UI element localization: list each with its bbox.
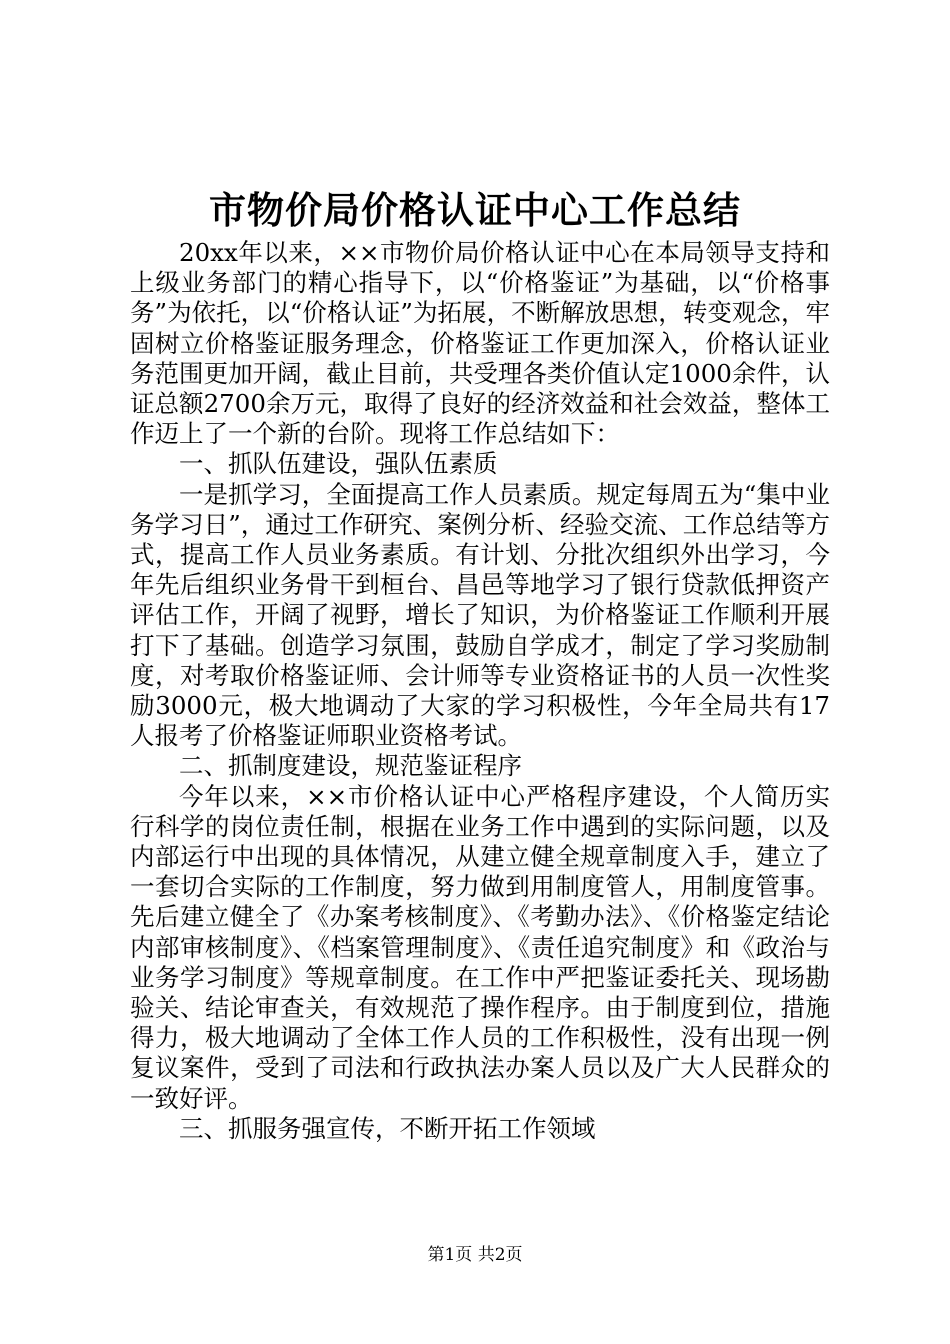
intro-paragraph: 20xx年以来，××市物价局价格认证中心在本局领导支持和上级业务部门的精心指导下，以“价格鉴证”为基础，以“价格事务”为依托，以“价格认证”为拓展，不断解放思想，转变观念，牢固树立价格鉴证服务理念，价格鉴证工作更加深入，价格认证业务范围更加开阔，截止目前，共受理各类价值认定1000余件，认证总额2700余万元，取得了良好的经济效益和社会效益，整体工作迈上了一个新的台阶。现将工作总结如下： — [130, 238, 830, 449]
section-heading-3: 三、抓服务强宣传，不断开拓工作领域 — [179, 1113, 596, 1143]
section-heading-1: 一、抓队伍建设，强队伍素质 — [179, 449, 498, 479]
section-heading-2: 二、抓制度建设，规范鉴证程序 — [179, 751, 522, 781]
section-2-paragraph: 今年以来，××市价格认证中心严格程序建设，个人简历实行科学的岗位责任制，根据在业务工作中遇到的实际问题，以及内部运行中出现的具体情况，从建立健全规章制度入手，建立了一套切合实际的工作制度，努力做到用制度管人，用制度管事。先后建立健全了《办案考核制度》、《考勤办法》、《价格鉴定结论内部审核制度》、《档案管理制度》、《责任追究制度》和《政治与业务学习制度》等规章制度。在工作中严把鉴证委托关、现场勘验关、结论审查关，有效规范了操作程序。由于制度到位，措施得力，极大地调动了全体工作人员的工作积极性，没有出现一例复议案件，受到了司法和行政执法办案人员以及广大人民群众的一致好评。 — [130, 781, 830, 1113]
document-title: 市物价局价格认证中心工作总结 — [209, 188, 741, 232]
document-body — [130, 238, 830, 1144]
section-1-paragraph: 一是抓学习，全面提高工作人员素质。规定每周五为“集中业务学习日”，通过工作研究、案例分析、经验交流、工作总结等方式，提高工作人员业务素质。有计划、分批次组织外出学习，今年先后组织业务骨干到桓台、昌邑等地学习了银行贷款低押资产评估工作，开阔了视野，增长了知识，为价格鉴证工作顺利开展打下了基础。创造学习氛围，鼓励自学成才，制定了学习奖励制度，对考取价格鉴证师、会计师等专业资格证书的人员一次性奖励3000元，极大地调动了大家的学习积极性，今年全局共有17人报考了价格鉴证师职业资格考试。 — [130, 479, 830, 751]
page-number-footer: 第1页 共2页 — [427, 1245, 523, 1265]
